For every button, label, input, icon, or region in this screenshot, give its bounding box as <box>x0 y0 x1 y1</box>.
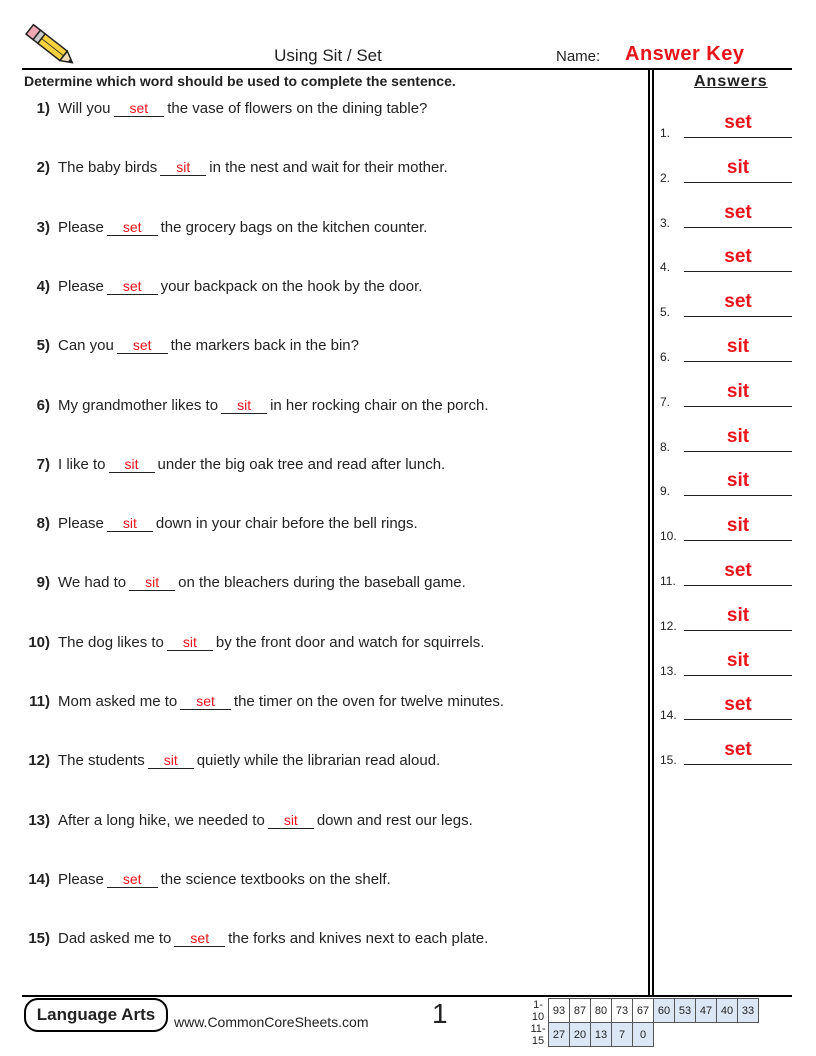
answer-word: sit <box>726 425 750 447</box>
answers-heading: Answers <box>694 73 768 90</box>
question-text-after: the markers back in the bin? <box>170 337 359 355</box>
score-cell: 40 <box>717 999 738 1023</box>
question-text-after: on the bleachers during the baseball game. <box>178 574 466 592</box>
answer-blank: sit <box>221 397 267 414</box>
question-item <box>24 278 422 295</box>
question-item <box>24 574 466 591</box>
score-cell: 80 <box>591 999 612 1023</box>
answer-row <box>660 558 792 588</box>
top-divider <box>22 68 792 70</box>
answer-number: 6. <box>660 350 671 364</box>
question-text-before: Mom asked me to <box>58 693 178 710</box>
question-text-before: After a long hike, we needed to <box>58 811 265 829</box>
answer-blank: set <box>174 930 225 947</box>
question-number: 14) <box>28 870 50 888</box>
answer-number: 7. <box>660 394 671 409</box>
answer-word: set <box>724 291 752 313</box>
answer-line <box>684 719 792 720</box>
question-number: 7) <box>36 455 50 473</box>
answer-blank: sit <box>109 456 155 473</box>
answer-line <box>684 495 792 496</box>
score-row <box>528 999 759 1023</box>
answer-row <box>660 289 792 319</box>
question-text-after: down and rest our legs. <box>316 811 473 829</box>
question-item <box>24 515 418 532</box>
answer-row <box>660 692 792 722</box>
answer-word: sit <box>726 649 750 671</box>
question-item <box>24 397 489 414</box>
answer-word: sit <box>726 604 750 626</box>
brand-badge: Language Arts <box>24 998 168 1032</box>
score-cell: 47 <box>696 999 717 1023</box>
answer-row <box>660 424 792 454</box>
question-text-after: under the big oak tree and read after lunch. <box>157 455 446 473</box>
answer-number: 14. <box>660 708 677 723</box>
question-number: 1) <box>36 100 50 117</box>
answer-number: 13. <box>660 663 677 678</box>
question-text-after: down in your chair before the bell rings. <box>155 515 418 533</box>
question-number: 13) <box>28 811 50 829</box>
question-number: 5) <box>36 337 50 355</box>
answer-line <box>684 540 792 541</box>
question-text-before: My grandmother likes to <box>58 396 219 414</box>
worksheet-title: Using Sit / Set <box>274 46 382 65</box>
answer-number: 5. <box>660 305 671 320</box>
answer-number: 4. <box>660 260 671 275</box>
answer-blank: sit <box>129 574 175 591</box>
question-text-after: the grocery bags on the kitchen counter. <box>160 218 428 236</box>
answer-blank: set <box>117 337 168 354</box>
name-label: Name: <box>556 48 601 65</box>
column-divider-right <box>652 68 654 995</box>
question-number: 11) <box>29 693 50 710</box>
answer-line <box>684 271 792 272</box>
score-cell: 0 <box>633 1023 654 1047</box>
answer-word: set <box>724 739 752 761</box>
question-item <box>24 812 473 829</box>
question-text-after: by the front door and watch for squirrels. <box>215 633 485 651</box>
answer-word: set <box>724 112 752 133</box>
question-text-before: Please <box>58 277 104 295</box>
answer-key-label: Answer Key <box>625 43 745 65</box>
question-text-before: Dad asked me to <box>58 930 172 948</box>
score-cell: 7 <box>612 1023 633 1047</box>
answer-blank: set <box>107 219 158 236</box>
question-item <box>24 693 504 710</box>
answer-row <box>660 244 792 274</box>
question-text-before: I like to <box>58 455 106 473</box>
answer-number: 9. <box>660 484 671 499</box>
answer-number: 11. <box>660 574 676 588</box>
answer-word: sit <box>726 515 750 537</box>
question-number: 12) <box>28 752 50 770</box>
answer-row <box>660 334 792 364</box>
answer-line <box>684 182 792 183</box>
answer-line <box>684 361 792 362</box>
answer-word: sit <box>726 336 750 357</box>
question-number: 8) <box>36 515 50 533</box>
question-text-before: We had to <box>58 574 127 592</box>
score-cell: 60 <box>654 999 675 1023</box>
answer-word: sit <box>726 470 750 492</box>
answer-line <box>684 764 792 765</box>
answer-blank: set <box>107 871 158 888</box>
column-divider-left <box>648 68 650 995</box>
answer-row <box>660 468 792 498</box>
answer-blank: sit <box>160 159 206 176</box>
answer-number: 8. <box>660 439 671 454</box>
question-text-before: Can you <box>58 337 114 355</box>
answer-row <box>660 603 792 633</box>
question-text-after: your backpack on the hook by the door. <box>160 277 423 295</box>
answer-blank: sit <box>148 752 194 769</box>
question-number: 10) <box>28 633 50 651</box>
answer-number: 1. <box>660 126 671 140</box>
bottom-divider <box>22 995 792 997</box>
answer-row <box>660 379 792 409</box>
question-number: 2) <box>36 159 50 177</box>
score-cell: 33 <box>738 999 759 1023</box>
question-item <box>24 100 427 117</box>
question-item <box>24 159 448 176</box>
question-text-after: the timer on the oven for twelve minutes. <box>233 693 505 710</box>
question-item <box>24 871 391 888</box>
instructions: Determine which word should be used to complete the sentence. <box>24 73 456 89</box>
score-grid <box>528 998 759 1047</box>
answer-word: set <box>724 246 752 268</box>
answer-number: 10. <box>660 529 677 544</box>
score-row <box>528 1023 759 1047</box>
score-table <box>528 998 759 1047</box>
question-item <box>24 634 484 651</box>
answer-line <box>684 630 792 631</box>
score-cell: 53 <box>675 999 696 1023</box>
answer-row <box>660 513 792 543</box>
answer-word: sit <box>726 156 750 178</box>
question-text-after: in the nest and wait for their mother. <box>209 159 448 177</box>
score-cell: 73 <box>612 999 633 1023</box>
score-row-label: 1-10 <box>531 998 545 1023</box>
question-text-after: quietly while the librarian read aloud. <box>196 752 441 770</box>
answer-blank: sit <box>268 812 314 829</box>
answer-blank: set <box>107 278 158 295</box>
score-cell: 20 <box>570 1023 591 1047</box>
answer-number: 3. <box>660 215 671 230</box>
question-text-after: the vase of flowers on the dining table? <box>167 100 428 117</box>
question-number: 6) <box>36 396 50 414</box>
answer-line <box>684 406 792 407</box>
question-item <box>24 337 359 354</box>
score-cell: 27 <box>549 1023 570 1047</box>
answer-number: 2. <box>660 170 671 185</box>
answer-number: 12. <box>660 618 677 633</box>
question-text-before: Please <box>58 870 104 888</box>
answer-line <box>684 451 792 452</box>
answer-line <box>684 137 792 138</box>
question-number: 4) <box>36 277 50 295</box>
question-text-after: in her rocking chair on the porch. <box>270 396 489 414</box>
answer-line <box>684 675 792 676</box>
answer-blank: set <box>180 693 231 710</box>
page-number: 1 <box>432 998 448 1029</box>
answer-line <box>684 227 792 228</box>
answer-word: sit <box>726 380 750 402</box>
question-item <box>24 456 445 473</box>
question-text-before: Will you <box>58 100 111 117</box>
question-text-before: Please <box>58 515 104 533</box>
answer-row <box>660 110 792 140</box>
question-number: 9) <box>36 574 50 592</box>
score-row-label: 11-15 <box>530 1022 546 1047</box>
question-item <box>24 930 488 947</box>
answer-blank: set <box>114 100 165 117</box>
answer-word: set <box>724 560 752 581</box>
answer-line <box>684 316 792 317</box>
website-url: www.CommonCoreSheets.com <box>174 1014 369 1030</box>
answer-number: 15. <box>660 753 677 768</box>
score-cell: 87 <box>570 999 591 1023</box>
score-cell: 93 <box>549 999 570 1023</box>
question-item <box>24 219 427 236</box>
question-text-after: the forks and knives next to each plate. <box>228 930 489 948</box>
question-text-before: Please <box>58 218 104 236</box>
score-cell: 13 <box>591 1023 612 1047</box>
question-text-before: The students <box>58 752 145 770</box>
question-item <box>24 752 440 769</box>
answer-word: set <box>724 201 752 223</box>
question-number: 15) <box>28 930 50 948</box>
question-text-before: The dog likes to <box>58 633 164 651</box>
answer-blank: sit <box>167 634 213 651</box>
answer-blank: sit <box>107 515 153 532</box>
answer-word: set <box>724 694 752 716</box>
answer-row <box>660 737 792 767</box>
question-number: 3) <box>36 218 50 236</box>
question-text-after: the science textbooks on the shelf. <box>160 870 391 888</box>
question-text-before: The baby birds <box>58 159 158 177</box>
score-cell: 67 <box>633 999 654 1023</box>
answer-row <box>660 155 792 185</box>
answer-row <box>660 648 792 678</box>
answer-row <box>660 200 792 230</box>
answer-line <box>684 585 792 586</box>
